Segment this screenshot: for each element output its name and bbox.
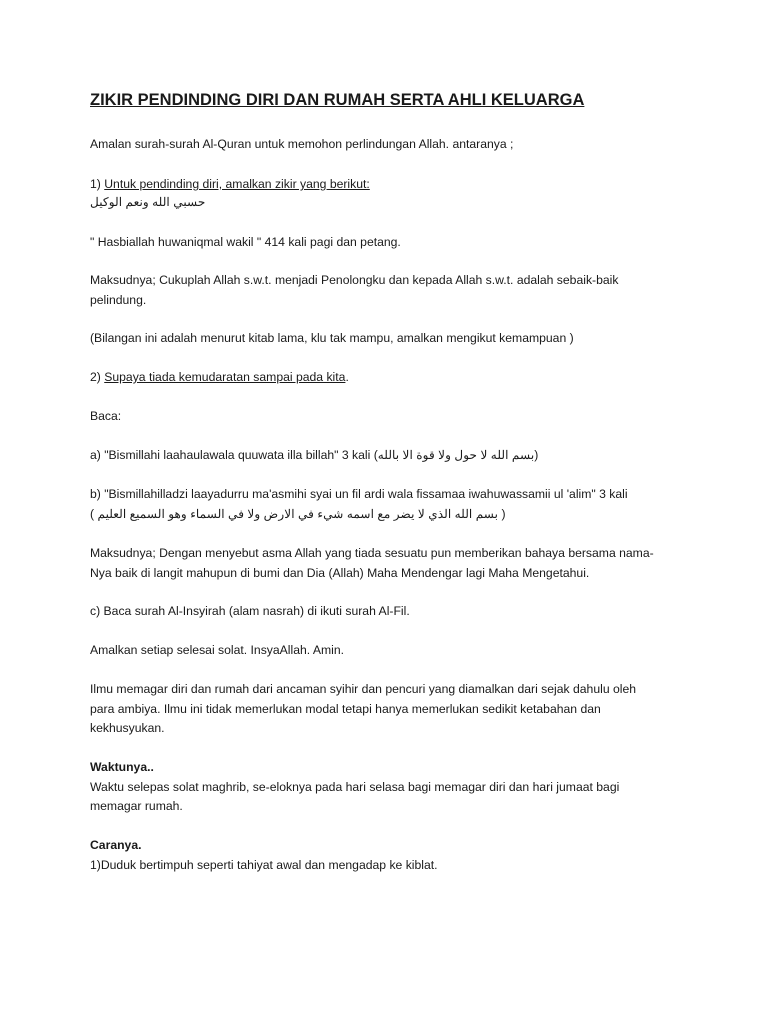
waktu-section xyxy=(90,758,690,817)
ilmu-line-3: kekhusyukan. xyxy=(90,721,165,735)
section-1-meaning xyxy=(90,271,690,310)
section-2-heading xyxy=(90,368,690,388)
meaning-line-1: Maksudnya; Cukuplah Allah s.w.t. menjadi Penolongku dan kepada Allah s.w.t. adalah sebaik-baik xyxy=(90,273,619,287)
item-b-meaning xyxy=(90,544,690,583)
ilmu-paragraph xyxy=(90,680,690,739)
meaning-line-2: pelindung. xyxy=(90,292,147,307)
intro-paragraph: Amalan surah-surah Al-Quran untuk memohon perlindungan Allah. antaranya ; xyxy=(90,137,514,151)
section-2-heading-text: Supaya tiada kemudaratan sampai pada kita xyxy=(104,370,346,384)
item-a-arabic: بسم الله لا حول ولا قوة الا بالله xyxy=(377,448,535,462)
item-b-text: b) "Bismillahilladzi laayadurru ma'asmihi syai un fil ardi wala fissamaa iwahuwassamii ul 'alim" 3 kali xyxy=(90,487,628,501)
item-b-arabic-line xyxy=(90,507,506,521)
section-1-heading-text: Untuk pendinding diri, amalkan zikir yang berikut: xyxy=(104,177,370,191)
waktu-line-2: memagar rumah. xyxy=(90,799,183,813)
amalkan-paragraph: Amalkan setiap selesai solat. InsyaAllah. Amin. xyxy=(90,643,345,657)
section-1-note: (Bilangan ini adalah menurut kitab lama, klu tak mampu, amalkan mengikut kemampuan ) xyxy=(90,331,574,345)
item-c: c) Baca surah Al-Insyirah (alam nasrah) di ikuti surah Al-Fil. xyxy=(90,604,410,618)
document-title: ZIKIR PENDINDING DIRI DAN RUMAH SERTA AHLI KELUARGA xyxy=(90,91,585,109)
cara-heading: Caranya. xyxy=(90,838,142,852)
meaning-line-1: Maksudnya; Dengan menyebut asma Allah yang tiada sesuatu pun memberikan bahaya bersama nama- xyxy=(90,546,654,560)
item-a-close: ) xyxy=(534,448,539,462)
cara-step-1: 1)Duduk bertimpuh seperti tahiyat awal dan mengadap ke kiblat. xyxy=(90,857,438,872)
item-a-text: a) "Bismillahi laahaulawala quuwata illa billah" 3 kali ( xyxy=(90,448,378,462)
section-1-heading xyxy=(90,175,690,195)
meaning-line-2: Nya baik di langit mahupun di bumi dan Dia (Allah) Maha Mendengar lagi Maha Mengetahui. xyxy=(90,565,590,580)
waktu-line-1: Waktu selepas solat maghrib, se-eloknya pada hari selasa bagi memagar diri dan hari jumaat bagi xyxy=(90,779,620,794)
baca-label: Baca: xyxy=(90,409,122,423)
cara-section xyxy=(90,836,690,875)
section-1-number: 1) xyxy=(90,177,105,191)
ilmu-line-2: para ambiya. Ilmu ini tidak memerlukan modal tetapi hanya memerlukan sedikit ketabahan dan xyxy=(90,701,601,716)
waktu-heading: Waktunya.. xyxy=(90,760,154,774)
arabic-text: حسبي الله ونعم الوكيل xyxy=(90,195,206,209)
section-1-arabic xyxy=(90,193,205,213)
item-b-arabic: بسم الله الذي لا يضر مع اسمه شيء في الارض ولا في السماء وهو السميع العليم xyxy=(97,506,499,521)
item-a xyxy=(90,446,690,466)
item-b-close: ) xyxy=(498,506,506,521)
item-b xyxy=(90,485,690,524)
section-1-transliteration: " Hasbiallah huwaniqmal wakil " 414 kali pagi dan petang. xyxy=(90,235,401,249)
item-b-open: ( xyxy=(90,506,98,521)
section-2-period: . xyxy=(345,370,349,384)
section-2-number: 2) xyxy=(90,370,105,384)
ilmu-line-1: Ilmu memagar diri dan rumah dari ancaman syihir dan pencuri yang diamalkan dari sejak dahulu oleh xyxy=(90,682,637,696)
